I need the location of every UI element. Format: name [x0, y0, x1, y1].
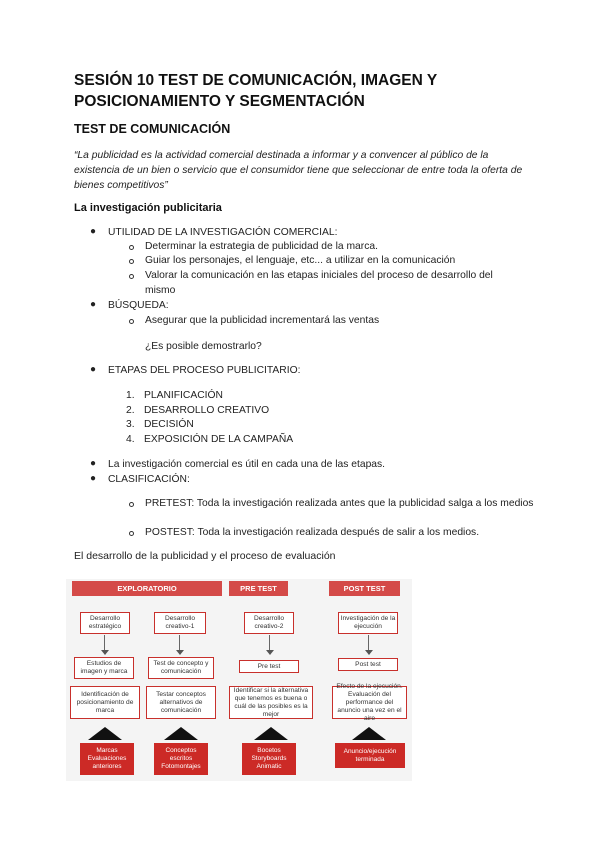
circle-bullet-icon	[129, 259, 134, 264]
bullet-icon: ●	[90, 226, 97, 237]
page-title: SESIÓN 10 TEST DE COMUNICACIÓN, IMAGEN Y POSICIONAMIENTO Y SEGMENTACIÓN	[74, 72, 437, 110]
box-post-test: Post test	[338, 658, 398, 671]
box-pre-test: Pre test	[239, 660, 299, 673]
question: ¿Es posible demostrarlo?	[145, 341, 262, 352]
box-estudios-imagen: Estudios de imagen y marca	[74, 657, 134, 679]
arrow-up-icon	[88, 727, 122, 740]
subsection-heading: La investigación publicitaria	[74, 202, 222, 214]
list-item: PLANIFICACIÓN	[144, 390, 223, 401]
header-posttest: POST TEST	[329, 581, 400, 596]
bullet-icon: ●	[90, 473, 97, 484]
list-item: POSTEST: Toda la investigación realizada después de salir a los medios.	[145, 527, 480, 538]
clasificacion-label: CLASIFICACIÓN:	[108, 474, 190, 485]
connector	[179, 635, 180, 650]
circle-bullet-icon	[129, 274, 134, 279]
arrow-down-icon	[365, 650, 373, 655]
circle-bullet-icon	[129, 502, 134, 507]
list-item-continuation: mismo	[145, 285, 176, 296]
box-test-concepto: Test de concepto y comunicación	[148, 657, 214, 679]
connector	[269, 635, 270, 650]
circle-bullet-icon	[129, 319, 134, 324]
box-anuncio: Anuncio/ejecución terminada	[335, 743, 405, 768]
etapas-label: ETAPAS DEL PROCESO PUBLICITARIO:	[108, 365, 301, 376]
header-exploratorio: EXPLORATORIO	[72, 581, 222, 596]
list-item: DECISIÓN	[144, 419, 194, 430]
list-item: Valorar la comunicación en las etapas iniciales del proceso de desarrollo del	[145, 270, 493, 281]
connector	[104, 635, 105, 650]
arrow-up-icon	[164, 727, 198, 740]
box-identificacion-posicionamiento: Identificación de posicionamiento de marca	[70, 686, 140, 719]
list-number: 1.	[126, 390, 135, 401]
arrow-down-icon	[266, 650, 274, 655]
section-title: TEST DE COMUNICACIÓN	[74, 122, 231, 136]
list-item: Asegurar que la publicidad incrementará las ventas	[145, 315, 380, 326]
list-item: Determinar la estrategia de publicidad de la marca.	[145, 241, 378, 252]
bullet-icon: ●	[90, 364, 97, 375]
box-desarrollo-creativo-1: Desarrollo creativo-1	[154, 612, 206, 634]
box-bocetos: Bocetos Storyboards Animatic	[242, 743, 296, 775]
box-testar-conceptos: Testar conceptos alternativos de comunicación	[146, 686, 216, 719]
box-investigacion-ejecucion: Investigación de la ejecución	[338, 612, 398, 634]
list-item: Guiar los personajes, el lenguaje, etc... a utilizar en la comunicación	[145, 255, 456, 266]
header-pretest: PRE TEST	[229, 581, 288, 596]
circle-bullet-icon	[129, 245, 134, 250]
box-marcas: Marcas Evaluaciones anteriores	[80, 743, 134, 775]
list-item: PRETEST: Toda la investigación realizada antes que la publicidad salga a los medios	[145, 498, 534, 509]
arrow-up-icon	[254, 727, 288, 740]
box-conceptos: Conceptos escritos Fotomontajes	[154, 743, 208, 775]
diagram-caption: El desarrollo de la publicidad y el proceso de evaluación	[74, 550, 336, 562]
busqueda-label: BÚSQUEDA:	[108, 300, 169, 311]
list-item: EXPOSICIÓN DE LA CAMPAÑA	[144, 434, 294, 445]
bullet-icon: ●	[90, 299, 97, 310]
utilidad-label: UTILIDAD DE LA INVESTIGACIÓN COMERCIAL:	[108, 227, 338, 238]
box-efecto-ejecucion: Efecto de la ejecución. Evaluación del performance del anuncio una vez en el aire	[332, 686, 407, 719]
arrow-up-icon	[352, 727, 386, 740]
note: La investigación comercial es útil en cada una de las etapas.	[108, 459, 386, 470]
quote: “La publicidad es la actividad comercial destinada a informar y a convencer al público de la existencia de un bien o servicio que el consumidor tiene que seleccionar de entre toda la oferta de bienes competitivos”	[74, 150, 523, 191]
evaluation-diagram	[66, 579, 412, 781]
circle-bullet-icon	[129, 531, 134, 536]
list-number: 3.	[126, 419, 135, 430]
list-item: DESARROLLO CREATIVO	[144, 405, 270, 416]
list-number: 2.	[126, 405, 135, 416]
bullet-icon: ●	[90, 458, 97, 469]
box-identificar-alternativa: Identificar si la alternativa que tenemos es buena o cuál de las posibles es la mejor	[229, 686, 313, 719]
connector	[368, 635, 369, 650]
box-desarrollo-creativo-2: Desarrollo creativo-2	[244, 612, 294, 634]
box-desarrollo-estrategico: Desarrollo estratégico	[80, 612, 130, 634]
list-number: 4.	[126, 434, 135, 445]
arrow-down-icon	[176, 650, 184, 655]
arrow-down-icon	[101, 650, 109, 655]
